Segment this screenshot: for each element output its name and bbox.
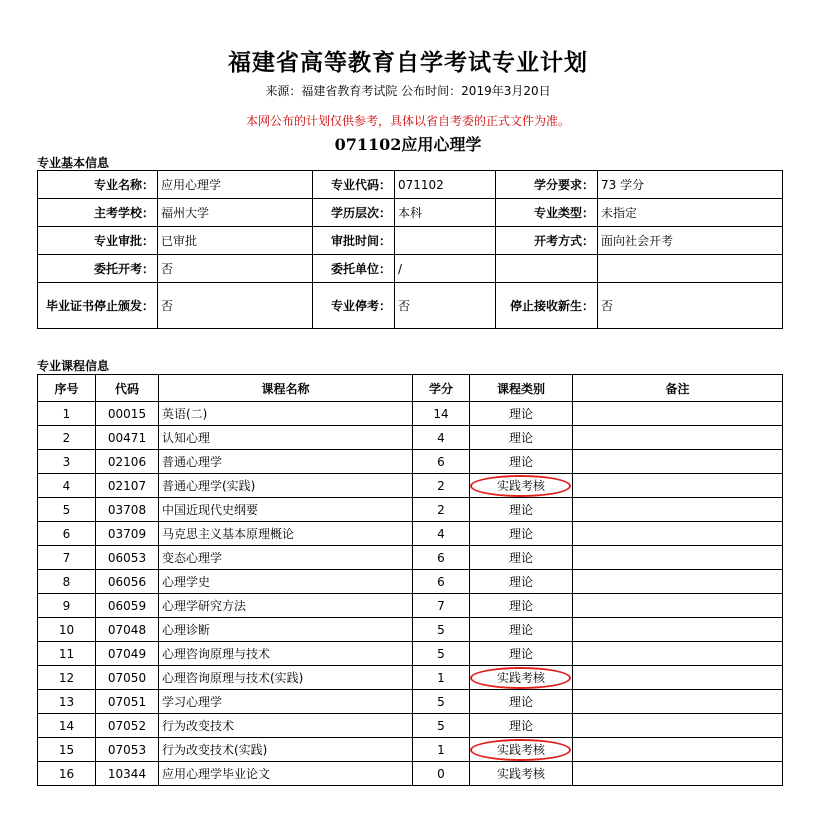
info-label: 专业审批： bbox=[38, 227, 158, 255]
table-row bbox=[38, 714, 783, 738]
table-cell bbox=[573, 714, 783, 738]
info-label: 主考学校： bbox=[38, 199, 158, 227]
course-table-header bbox=[38, 375, 783, 402]
table-cell: 理论 bbox=[470, 618, 573, 642]
red-circle-annotation bbox=[470, 475, 571, 497]
info-value: 本科 bbox=[395, 199, 496, 227]
table-row bbox=[38, 642, 783, 666]
table-cell: 实践考核 bbox=[470, 666, 573, 690]
table-cell: 普通心理学 bbox=[159, 450, 413, 474]
table-row bbox=[38, 450, 783, 474]
info-value: / bbox=[395, 255, 496, 283]
table-cell: 6 bbox=[413, 570, 470, 594]
table-row bbox=[38, 426, 783, 450]
table-cell: 2 bbox=[38, 426, 96, 450]
table-cell: 0 bbox=[413, 762, 470, 786]
table-cell: 理论 bbox=[470, 498, 573, 522]
table-cell: 14 bbox=[413, 402, 470, 426]
table-cell: 07048 bbox=[96, 618, 159, 642]
table-cell: 1 bbox=[413, 738, 470, 762]
table-cell: 5 bbox=[413, 690, 470, 714]
table-cell: 06059 bbox=[96, 594, 159, 618]
red-circle-annotation bbox=[470, 667, 571, 689]
major-heading: 071102应用心理学 bbox=[334, 135, 482, 154]
table-cell bbox=[573, 498, 783, 522]
info-label: 委托开考： bbox=[38, 255, 158, 283]
table-cell: 学习心理学 bbox=[159, 690, 413, 714]
table-row bbox=[38, 762, 783, 786]
info-label: 毕业证书停止颁发： bbox=[38, 283, 158, 329]
info-value: 否 bbox=[395, 283, 496, 329]
table-cell: 理论 bbox=[470, 690, 573, 714]
table-cell: 07049 bbox=[96, 642, 159, 666]
table-cell: 13 bbox=[38, 690, 96, 714]
table-cell: 马克思主义基本原理概论 bbox=[159, 522, 413, 546]
info-value: 071102 bbox=[395, 171, 496, 199]
table-cell: 认知心理 bbox=[159, 426, 413, 450]
table-row bbox=[38, 738, 783, 762]
table-cell: 5 bbox=[413, 642, 470, 666]
info-row bbox=[38, 255, 783, 283]
table-cell: 理论 bbox=[470, 450, 573, 474]
table-cell: 行为改变技术(实践) bbox=[159, 738, 413, 762]
table-cell: 5 bbox=[413, 618, 470, 642]
table-row bbox=[38, 618, 783, 642]
info-row bbox=[38, 283, 783, 329]
info-row bbox=[38, 199, 783, 227]
table-cell bbox=[573, 762, 783, 786]
table-cell: 10 bbox=[38, 618, 96, 642]
column-header: 代码 bbox=[96, 375, 159, 402]
table-cell: 理论 bbox=[470, 570, 573, 594]
table-cell: 理论 bbox=[470, 594, 573, 618]
info-value: 应用心理学 bbox=[158, 171, 313, 199]
table-cell: 07052 bbox=[96, 714, 159, 738]
table-cell: 14 bbox=[38, 714, 96, 738]
table-cell: 8 bbox=[38, 570, 96, 594]
info-label: 审批时间： bbox=[313, 227, 395, 255]
table-cell bbox=[573, 618, 783, 642]
table-cell: 实践考核 bbox=[470, 474, 573, 498]
table-row bbox=[38, 522, 783, 546]
table-cell: 行为改变技术 bbox=[159, 714, 413, 738]
table-cell: 07050 bbox=[96, 666, 159, 690]
table-cell: 实践考核 bbox=[470, 762, 573, 786]
column-header: 学分 bbox=[413, 375, 470, 402]
table-cell: 2 bbox=[413, 474, 470, 498]
table-cell: 00015 bbox=[96, 402, 159, 426]
table-cell: 16 bbox=[38, 762, 96, 786]
info-label: 停止接收新生： bbox=[496, 283, 598, 329]
table-cell: 变态心理学 bbox=[159, 546, 413, 570]
table-row bbox=[38, 498, 783, 522]
table-cell: 心理学史 bbox=[159, 570, 413, 594]
course-info-section-title: 专业课程信息 bbox=[37, 359, 110, 373]
table-cell: 03708 bbox=[96, 498, 159, 522]
table-cell: 心理咨询原理与技术(实践) bbox=[159, 666, 413, 690]
table-cell: 03709 bbox=[96, 522, 159, 546]
table-cell: 5 bbox=[38, 498, 96, 522]
table-row bbox=[38, 570, 783, 594]
info-label: 开考方式： bbox=[496, 227, 598, 255]
info-label bbox=[496, 255, 598, 283]
table-cell: 7 bbox=[413, 594, 470, 618]
table-cell: 理论 bbox=[470, 402, 573, 426]
info-value: 未指定 bbox=[598, 199, 783, 227]
table-cell: 1 bbox=[413, 666, 470, 690]
column-header: 序号 bbox=[38, 375, 96, 402]
table-row bbox=[38, 546, 783, 570]
info-value: 否 bbox=[158, 255, 313, 283]
table-cell: 4 bbox=[413, 426, 470, 450]
table-cell: 实践考核 bbox=[470, 738, 573, 762]
table-cell bbox=[573, 570, 783, 594]
table-cell bbox=[573, 690, 783, 714]
info-label: 学分要求： bbox=[496, 171, 598, 199]
table-cell: 理论 bbox=[470, 546, 573, 570]
table-cell: 理论 bbox=[470, 642, 573, 666]
table-cell bbox=[573, 738, 783, 762]
info-label: 学历层次： bbox=[313, 199, 395, 227]
table-cell: 12 bbox=[38, 666, 96, 690]
table-cell: 6 bbox=[413, 546, 470, 570]
table-cell bbox=[573, 642, 783, 666]
table-cell bbox=[573, 522, 783, 546]
info-row bbox=[38, 227, 783, 255]
info-value bbox=[395, 227, 496, 255]
table-cell: 理论 bbox=[470, 714, 573, 738]
info-value: 否 bbox=[158, 283, 313, 329]
table-cell: 07051 bbox=[96, 690, 159, 714]
column-header: 课程名称 bbox=[159, 375, 413, 402]
table-cell: 心理诊断 bbox=[159, 618, 413, 642]
table-cell: 06053 bbox=[96, 546, 159, 570]
info-value bbox=[598, 255, 783, 283]
info-value: 否 bbox=[598, 283, 783, 329]
table-cell: 英语(二) bbox=[159, 402, 413, 426]
table-cell: 11 bbox=[38, 642, 96, 666]
table-row bbox=[38, 402, 783, 426]
info-label: 专业代码： bbox=[313, 171, 395, 199]
disclaimer-notice: 本网公布的计划仅供参考，具体以省自考委的正式文件为准。 bbox=[245, 114, 570, 128]
table-cell bbox=[573, 666, 783, 690]
info-label: 委托单位： bbox=[313, 255, 395, 283]
table-cell: 心理学研究方法 bbox=[159, 594, 413, 618]
table-cell: 15 bbox=[38, 738, 96, 762]
table-row bbox=[38, 666, 783, 690]
table-cell: 07053 bbox=[96, 738, 159, 762]
table-row bbox=[38, 690, 783, 714]
info-label: 专业名称： bbox=[38, 171, 158, 199]
column-header: 备注 bbox=[573, 375, 783, 402]
table-row bbox=[38, 594, 783, 618]
table-cell: 00471 bbox=[96, 426, 159, 450]
info-row bbox=[38, 171, 783, 199]
source-line: 来源：福建省教育考试院 公布时间：2019年3月20日 bbox=[265, 84, 551, 98]
table-cell: 普通心理学(实践) bbox=[159, 474, 413, 498]
basic-info-section-title: 专业基本信息 bbox=[37, 156, 110, 170]
info-value: 面向社会开考 bbox=[598, 227, 783, 255]
table-cell bbox=[573, 474, 783, 498]
table-cell: 2 bbox=[413, 498, 470, 522]
table-row bbox=[38, 474, 783, 498]
table-cell: 6 bbox=[38, 522, 96, 546]
table-cell: 6 bbox=[413, 450, 470, 474]
table-cell: 06056 bbox=[96, 570, 159, 594]
table-cell: 10344 bbox=[96, 762, 159, 786]
table-cell bbox=[573, 594, 783, 618]
table-cell: 9 bbox=[38, 594, 96, 618]
table-cell bbox=[573, 546, 783, 570]
table-cell: 1 bbox=[38, 402, 96, 426]
info-label: 专业停考： bbox=[313, 283, 395, 329]
table-cell: 4 bbox=[413, 522, 470, 546]
table-cell: 5 bbox=[413, 714, 470, 738]
table-cell bbox=[573, 450, 783, 474]
table-cell: 02107 bbox=[96, 474, 159, 498]
info-value: 已审批 bbox=[158, 227, 313, 255]
table-cell: 7 bbox=[38, 546, 96, 570]
info-label: 专业类型： bbox=[496, 199, 598, 227]
table-cell: 理论 bbox=[470, 426, 573, 450]
column-header: 课程类别 bbox=[470, 375, 573, 402]
table-cell: 心理咨询原理与技术 bbox=[159, 642, 413, 666]
info-value: 福州大学 bbox=[158, 199, 313, 227]
course-table bbox=[37, 374, 783, 786]
basic-info-table bbox=[37, 170, 783, 329]
table-cell: 应用心理学毕业论文 bbox=[159, 762, 413, 786]
table-cell: 4 bbox=[38, 474, 96, 498]
page-title: 福建省高等教育自学考试专业计划 bbox=[228, 49, 588, 76]
red-circle-annotation bbox=[470, 739, 571, 761]
table-cell: 3 bbox=[38, 450, 96, 474]
table-cell bbox=[573, 402, 783, 426]
info-value: 73 学分 bbox=[598, 171, 783, 199]
table-cell bbox=[573, 426, 783, 450]
table-cell: 中国近现代史纲要 bbox=[159, 498, 413, 522]
table-cell: 02106 bbox=[96, 450, 159, 474]
table-cell: 理论 bbox=[470, 522, 573, 546]
